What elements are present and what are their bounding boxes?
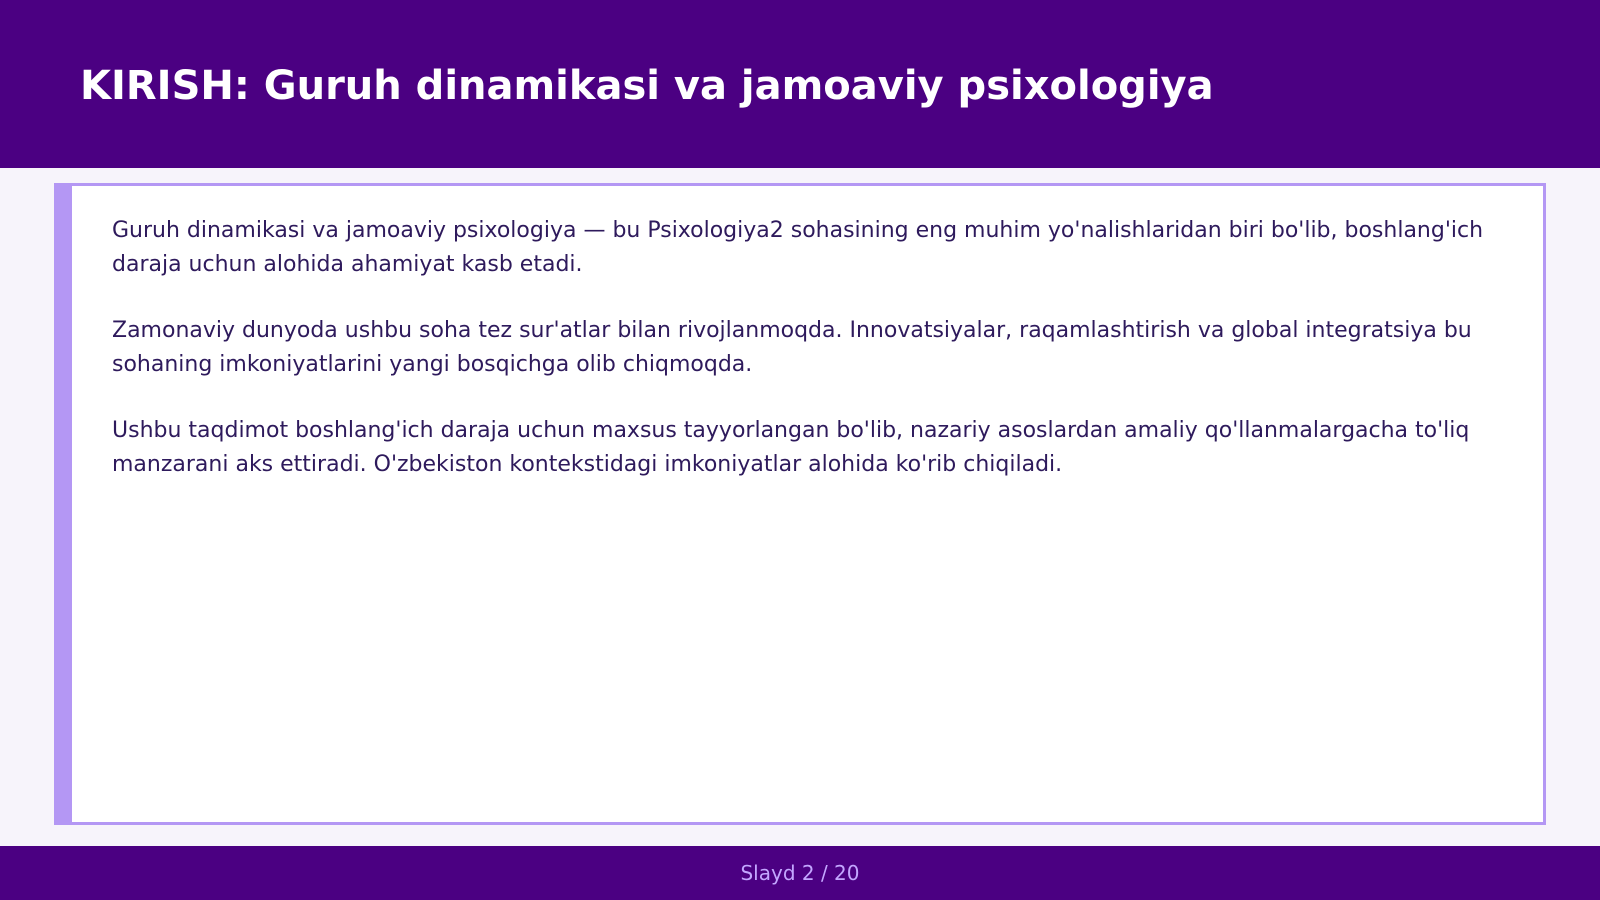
slide-footer [0, 846, 1600, 900]
slide-title: KIRISH: Guruh dinamikasi va jamoaviy psixologiya [80, 63, 1214, 109]
content-card [54, 183, 1546, 825]
presentation-scope-paragraph: Ushbu taqdimot boshlang'ich daraja uchun maxsus tayyorlangan bo'lib, nazariy asoslardan amaliy qo'llanmalargacha to'liq manzarani aks ettiradi. O'zbekiston kontekstidagi imkoniyatlar alohida ko'rib chiqiladi. [112, 418, 1470, 477]
modern-world-paragraph: Zamonaviy dunyoda ushbu soha tez sur'atlar bilan rivojlanmoqda. Innovatsiyalar, raqamlashtirish va global integratsiya bu sohaning imkoniyatlarini yangi bosqichga olib chiqmoqda. [112, 318, 1472, 377]
content-body [112, 214, 1503, 514]
slide-number: Slayd 2 / 20 [740, 861, 860, 885]
slide-header [0, 0, 1600, 168]
intro-paragraph: Guruh dinamikasi va jamoaviy psixologiya — bu Psixologiya2 sohasining eng muhim yo'nalishlaridan biri bo'lib, boshlang'ich daraja uchun alohida ahamiyat kasb etadi. [112, 218, 1484, 277]
